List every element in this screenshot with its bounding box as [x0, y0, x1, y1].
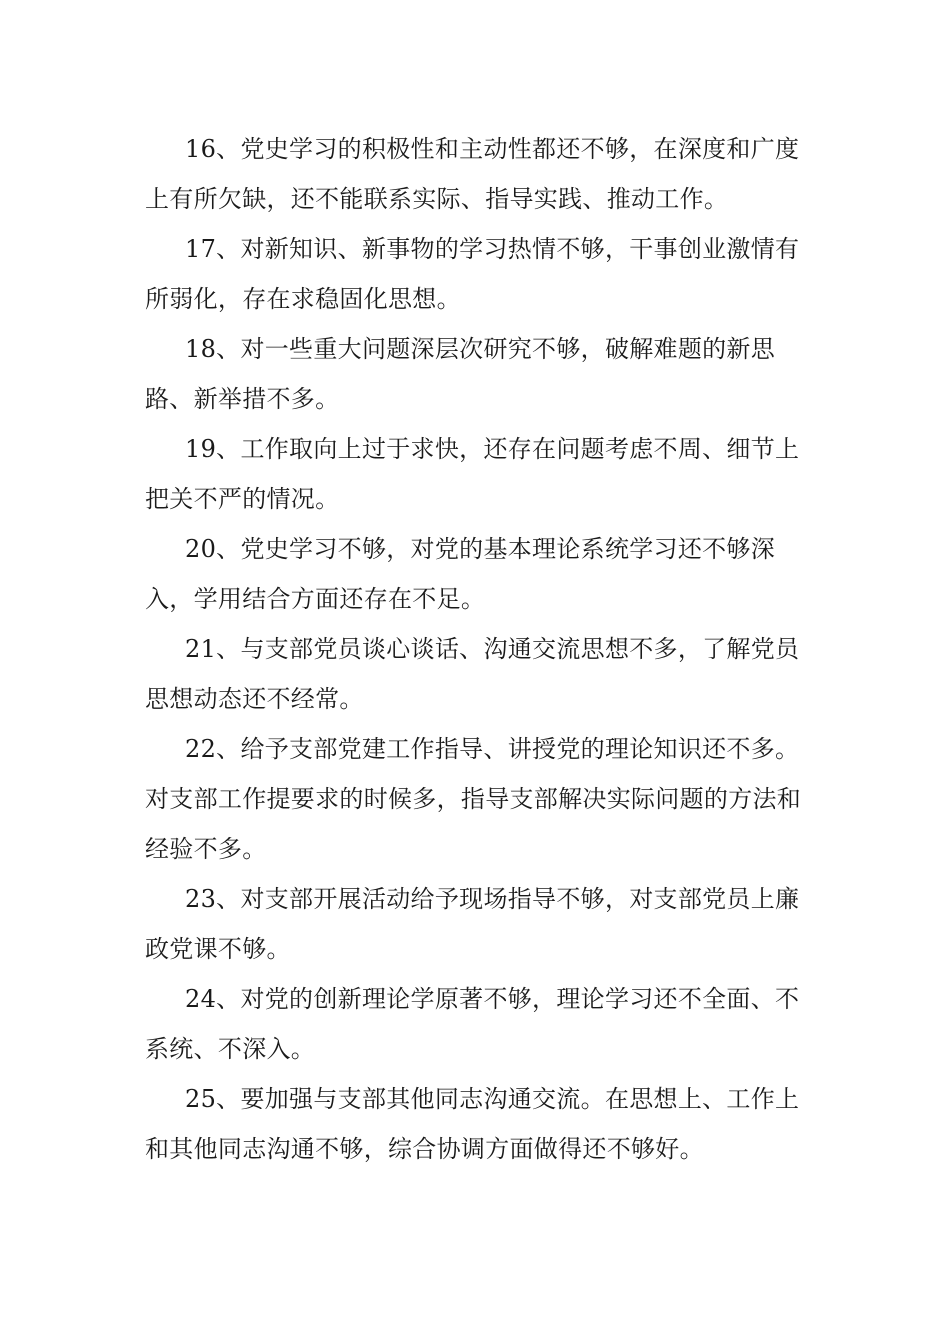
paragraph-24: 24、对党的创新理论学原著不够，理论学习还不全面、不系统、不深入。 [145, 985, 800, 1063]
paragraph-22: 22、给予支部党建工作指导、讲授党的理论知识还不多。对支部工作提要求的时候多，指导支部解决实际问题的方法和经验不多。 [145, 735, 802, 863]
paragraph-16: 16、党史学习的积极性和主动性都还不够，在深度和广度上有所欠缺，还不能联系实际、指导实践、推动工作。 [145, 135, 800, 213]
document-page [145, 124, 811, 1174]
paragraph-20: 20、党史学习不够，对党的基本理论系统学习还不够深入，学用结合方面还存在不足。 [145, 535, 776, 613]
paragraph-17: 17、对新知识、新事物的学习热情不够，干事创业激情有所弱化，存在求稳固化思想。 [145, 235, 800, 313]
paragraph-25: 25、要加强与支部其他同志沟通交流。在思想上、工作上和其他同志沟通不够，综合协调方面做得还不够好。 [145, 1085, 800, 1163]
paragraph-23: 23、对支部开展活动给予现场指导不够，对支部党员上廉政党课不够。 [145, 885, 800, 963]
paragraph-21: 21、与支部党员谈心谈话、沟通交流思想不多，了解党员思想动态还不经常。 [145, 635, 800, 713]
paragraph-19: 19、工作取向上过于求快，还存在问题考虑不周、细节上把关不严的情况。 [145, 435, 800, 513]
paragraph-18: 18、对一些重大问题深层次研究不够，破解难题的新思路、新举措不多。 [145, 335, 776, 413]
